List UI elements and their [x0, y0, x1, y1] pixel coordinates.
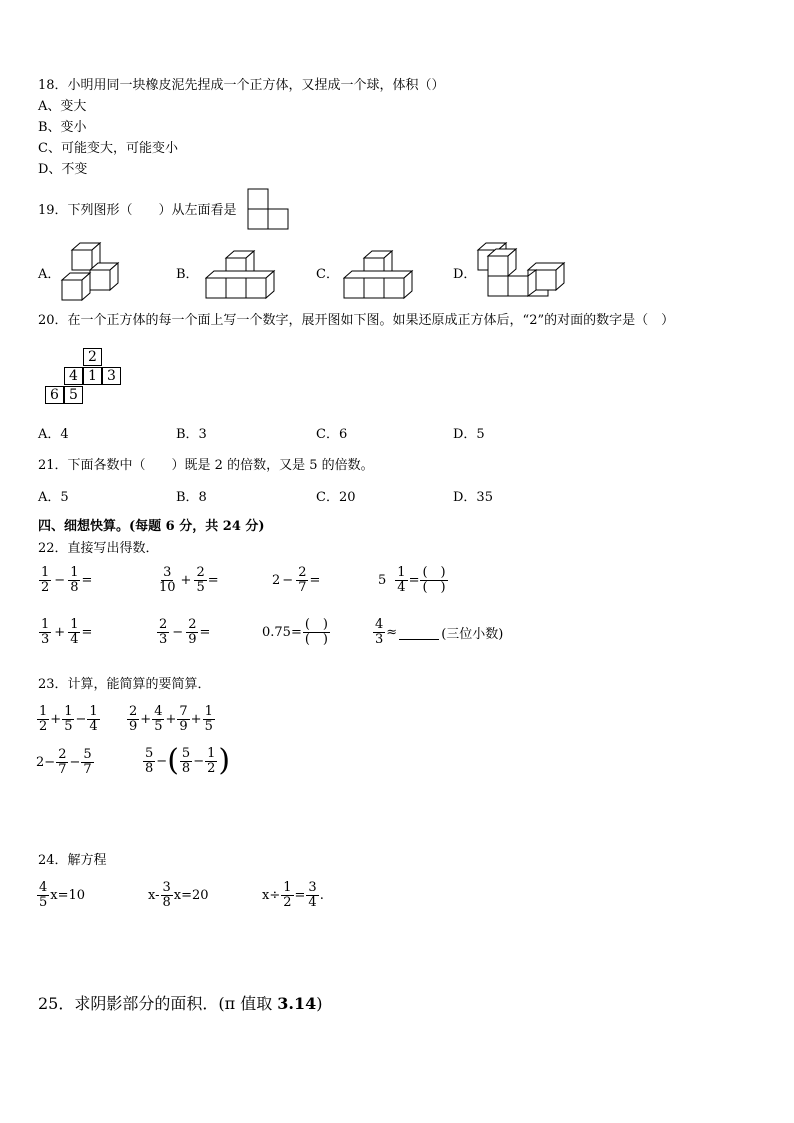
numerator: 4	[375, 617, 384, 632]
q21-option-a: A．5	[38, 490, 69, 505]
operator: −	[54, 573, 66, 588]
operator: +	[50, 712, 62, 727]
q19-option-c-figure	[343, 250, 415, 300]
q19-option-a-figure	[60, 242, 122, 302]
denominator: 5	[196, 580, 205, 595]
numerator: 2	[188, 617, 197, 632]
numerator: 7	[179, 704, 188, 719]
denominator: 2	[41, 580, 50, 595]
q18-option-c: C、可能变大，可能变小	[38, 141, 178, 156]
denominator: 9	[129, 719, 138, 734]
equals: =	[294, 888, 306, 903]
denominator: 5	[154, 719, 163, 734]
right-paren: )	[218, 743, 231, 778]
q20-option-a: A．4	[38, 427, 69, 442]
operator: −	[156, 753, 168, 769]
equation-end: .	[319, 888, 324, 903]
net-cell: 4	[64, 367, 83, 385]
q22-expr-7	[262, 618, 331, 647]
q24-equation-1	[36, 881, 85, 910]
q25-stem-text: 25．求阴影部分的面积．(π 值取	[38, 994, 278, 1013]
q20-stem: 20．在一个正方体的每一个面上写一个数字，展开图如下图。如果还原成正方体后，“2”的对面的数字是（ ）	[38, 313, 675, 328]
q19-stem: 19．下列图形（ ）从左面看是	[38, 203, 237, 218]
numerator: 2	[129, 704, 138, 719]
net-cell: 3	[102, 367, 121, 385]
denominator: 4	[70, 632, 79, 647]
numerator: 3	[162, 880, 171, 895]
left-paren: (	[167, 743, 179, 778]
q19-label-b: B．	[176, 267, 199, 282]
numerator: 3	[163, 565, 172, 580]
q18-stem: 18．小明用同一块橡皮泥先捏成一个正方体，又捏成一个球，体积（）	[38, 78, 445, 93]
operator: −	[193, 753, 205, 769]
q25-stem-end: )	[316, 994, 323, 1013]
denominator: 4	[89, 719, 98, 734]
q19-label-a: A．	[38, 267, 61, 282]
denominator: 5	[64, 719, 73, 734]
q23-expr-4	[142, 743, 231, 778]
numerator: 5	[145, 745, 154, 761]
denominator: 8	[162, 895, 171, 910]
numerator: 1	[70, 565, 79, 580]
denominator: 3	[159, 632, 168, 647]
denominator: 8	[70, 580, 79, 595]
denominator: 2	[283, 895, 292, 910]
q23-stem: 23．计算，能简算的要简算．	[38, 677, 211, 692]
q18-option-d: D、不变	[38, 162, 88, 177]
q23-expr-3	[36, 748, 95, 777]
q21-option-b: B．8	[176, 490, 207, 505]
operator: −	[69, 755, 81, 770]
equals: =	[81, 573, 93, 588]
q24-equation-2	[148, 881, 209, 910]
decimal-lead: 0.75=	[262, 625, 302, 640]
net-cell: 6	[45, 386, 64, 404]
q19-label-c: C．	[316, 267, 339, 282]
denominator: 8	[181, 760, 191, 776]
answer-denominator-blank[interactable]: ( )	[304, 632, 328, 647]
numerator: 1	[41, 617, 50, 632]
numerator: 3	[308, 880, 317, 895]
whole-number: 2	[36, 755, 45, 770]
whole-number: 2	[272, 573, 281, 588]
denominator: 2	[39, 719, 48, 734]
denominator: 2	[207, 760, 216, 776]
equation-lead: x-	[148, 888, 160, 903]
whole-number: 5	[378, 573, 387, 588]
net-cell: 2	[83, 348, 102, 366]
numerator: 2	[196, 565, 205, 580]
q20-cube-net	[41, 348, 123, 408]
answer-denominator-blank[interactable]: ( )	[422, 580, 446, 595]
q22-expr-6	[156, 618, 210, 647]
operator: −	[75, 712, 87, 727]
numerator: 1	[397, 565, 406, 580]
numerator: 4	[39, 880, 48, 895]
operator: −	[282, 573, 294, 588]
q20-option-c: C．6	[316, 427, 348, 442]
q25-pi-value: 3.14	[277, 994, 317, 1013]
denominator: 5	[39, 895, 48, 910]
q18-option-b: B、变小	[38, 120, 87, 135]
equation-lead: x÷	[262, 888, 281, 903]
q22-expr-5	[38, 618, 92, 647]
denominator: 7	[298, 580, 307, 595]
q22-expr-3	[272, 566, 320, 595]
net-cell: 5	[64, 386, 83, 404]
operator: +	[140, 712, 152, 727]
numerator: 1	[204, 704, 213, 719]
q21-option-d: D．35	[453, 490, 493, 505]
q19-label-d: D．	[453, 267, 477, 282]
equals: =	[408, 573, 420, 588]
numerator: 1	[207, 745, 216, 761]
numerator: 2	[298, 565, 307, 580]
equation-rest: x=10	[50, 888, 86, 903]
numerator: 1	[41, 565, 50, 580]
q22-expr-2	[156, 566, 219, 595]
numerator: 1	[64, 704, 73, 719]
q24-equation-3	[262, 881, 324, 910]
operator: +	[54, 625, 66, 640]
operator: −	[44, 755, 56, 770]
numerator: 5	[83, 747, 92, 762]
denominator: 3	[41, 632, 50, 647]
denominator: 8	[145, 760, 154, 776]
numerator: 2	[159, 617, 168, 632]
denominator: 4	[308, 895, 317, 910]
q22-expr-1	[38, 566, 92, 595]
q22-stem: 22．直接写出得数．	[38, 541, 159, 556]
denominator: 4	[397, 580, 406, 595]
q19-left-view-figure	[247, 188, 291, 232]
q21-stem: 21．下面各数中（ ）既是 2 的倍数，又是 5 的倍数。	[38, 458, 374, 473]
q25-stem	[38, 991, 323, 1014]
equals: =	[309, 573, 321, 588]
answer-numerator-blank[interactable]: ( )	[304, 617, 328, 632]
answer-blank[interactable]	[399, 625, 439, 640]
q22-expr-4	[378, 566, 449, 595]
q21-option-c: C．20	[316, 490, 356, 505]
q24-stem: 24．解方程	[38, 853, 107, 868]
denominator: 10	[159, 580, 176, 595]
answer-numerator-blank[interactable]: ( )	[422, 565, 446, 580]
q18-option-a: A、变大	[38, 99, 87, 114]
numerator: 1	[70, 617, 79, 632]
denominator: 9	[179, 719, 188, 734]
q19-option-d-figure	[474, 242, 570, 302]
section-heading: 四、细想快算。(每题 6 分，共 24 分)	[38, 519, 265, 534]
operator: −	[172, 625, 184, 640]
precision-note: (三位小数)	[441, 627, 504, 642]
operator: +	[190, 712, 202, 727]
operator: +	[180, 573, 192, 588]
q19-option-b-figure	[205, 250, 277, 300]
numerator: 5	[181, 745, 191, 761]
denominator: 7	[83, 762, 92, 777]
q23-expr-1	[36, 705, 101, 734]
denominator: 9	[188, 632, 197, 647]
q20-option-b: B．3	[176, 427, 207, 442]
equation-rest: x=20	[173, 888, 209, 903]
denominator: 3	[375, 632, 384, 647]
denominator: 7	[58, 762, 67, 777]
equals: =	[207, 573, 219, 588]
equals: =	[199, 625, 211, 640]
numerator: 1	[283, 880, 292, 895]
q23-expr-2	[126, 705, 216, 734]
numerator: 1	[89, 704, 98, 719]
operator: +	[165, 712, 177, 727]
denominator: 5	[204, 719, 213, 734]
numerator: 4	[154, 704, 163, 719]
net-cell: 1	[83, 367, 102, 385]
approx-sign: ≈	[386, 625, 398, 640]
numerator: 1	[39, 704, 48, 719]
numerator: 2	[58, 747, 67, 762]
equals: =	[81, 625, 93, 640]
q22-expr-8	[372, 618, 503, 647]
q20-option-d: D．5	[453, 427, 485, 442]
